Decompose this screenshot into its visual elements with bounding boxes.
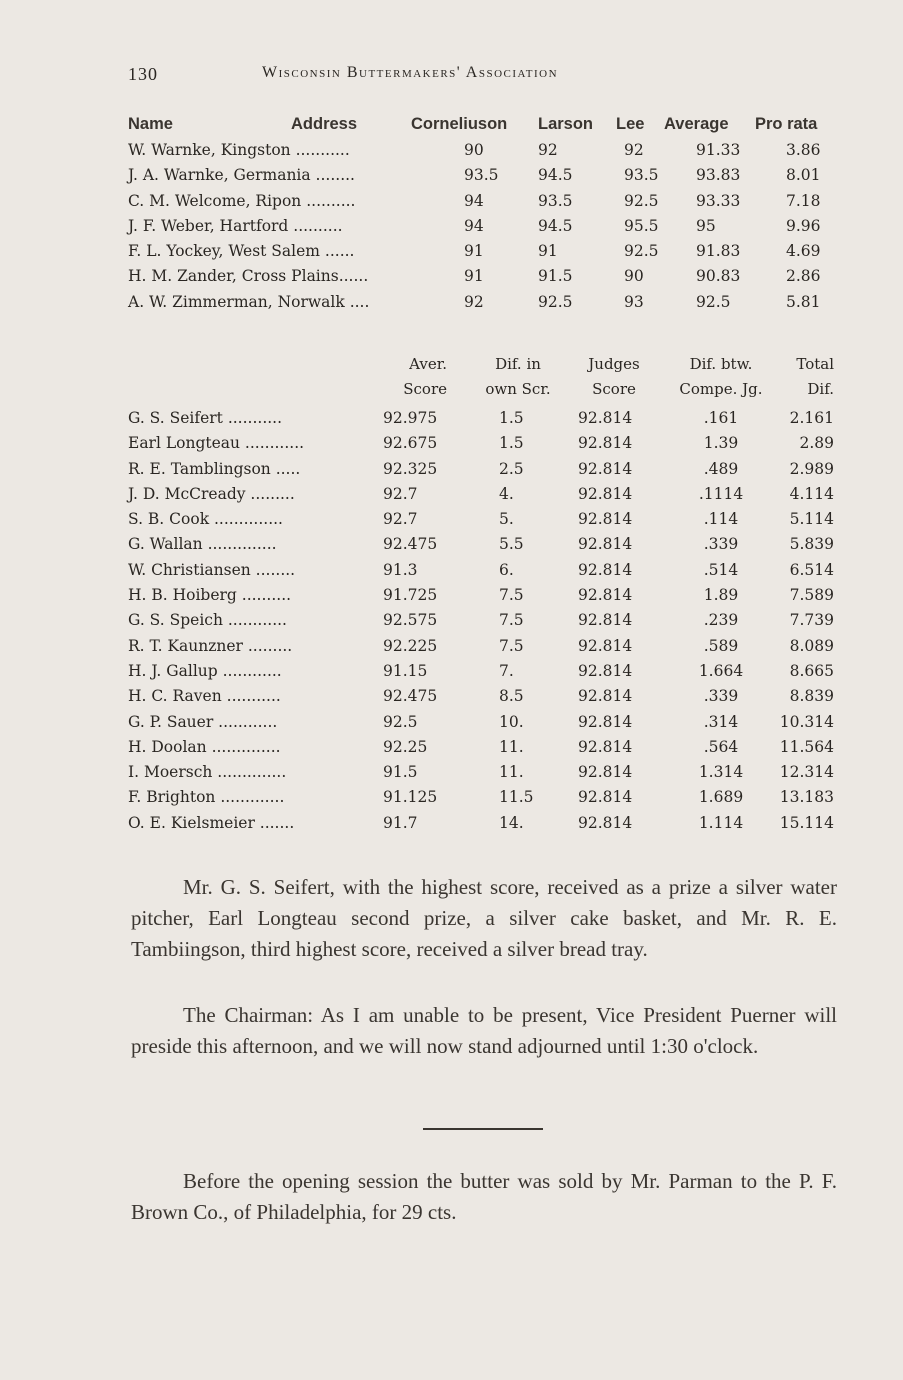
cell-larson: 91 bbox=[538, 242, 558, 261]
cell-dif: 7.5 bbox=[499, 636, 524, 655]
table-row bbox=[128, 611, 848, 636]
cell-judges: 92.814 bbox=[578, 788, 633, 807]
cell-aver: 91.7 bbox=[383, 813, 418, 832]
cell-name: G. Wallan .............. bbox=[128, 535, 277, 554]
cell-average: 92.5 bbox=[696, 292, 731, 311]
cell-difbtw: .1114 bbox=[698, 484, 744, 503]
cell-difbtw: .161 bbox=[703, 409, 739, 427]
cell-aver: 91.125 bbox=[383, 788, 438, 807]
cell-dif: 2.5 bbox=[499, 459, 524, 478]
cell-name: R. E. Tamblingson ..... bbox=[128, 459, 301, 478]
cell-name: F. Brighton ............. bbox=[128, 788, 285, 807]
cell-name: G. S. Seifert ........... bbox=[128, 409, 283, 427]
cell-dif: 14. bbox=[499, 813, 524, 832]
cell-difbtw: .589 bbox=[703, 636, 739, 655]
cell-total: 8.839 bbox=[789, 687, 834, 706]
table-row bbox=[128, 510, 848, 535]
col-average: Average bbox=[664, 115, 729, 133]
cell-aver: 92.975 bbox=[383, 409, 438, 427]
cell-prorata: 8.01 bbox=[786, 166, 821, 185]
table-row bbox=[128, 409, 848, 434]
cell-total: 7.589 bbox=[789, 586, 834, 605]
table-row bbox=[128, 814, 848, 839]
table-row bbox=[128, 242, 848, 267]
cell-larson: 94.5 bbox=[538, 166, 573, 185]
paragraph-butter-sale: Before the opening session the butter was sold by Mr. Parman to the P. F. Brown Co., of Philadelphia, for 29 cts. bbox=[131, 1169, 837, 1224]
cell-difbtw: 1.89 bbox=[703, 586, 739, 605]
cell-prorata: 7.18 bbox=[786, 191, 821, 210]
cell-judges: 92.814 bbox=[578, 510, 633, 529]
cell-aver: 92.25 bbox=[383, 737, 428, 756]
cell-dif: 11.5 bbox=[499, 788, 534, 807]
col-dif-2: own Scr. bbox=[485, 380, 551, 398]
col-total: Total bbox=[796, 355, 834, 373]
cell-total: 2.161 bbox=[789, 409, 834, 427]
cell-name: H. B. Hoiberg .......... bbox=[128, 586, 292, 605]
cell-judges: 92.814 bbox=[578, 434, 633, 453]
cell-name: J. A. Warnke, Germania ........ bbox=[128, 166, 355, 185]
cell-name: H. Doolan .............. bbox=[128, 737, 281, 756]
col-lee: Lee bbox=[616, 115, 645, 133]
table-row bbox=[128, 217, 848, 242]
col-judges: Judges bbox=[588, 355, 640, 373]
cell-corneliuson: 94 bbox=[464, 216, 484, 235]
table-header-line2 bbox=[128, 380, 848, 405]
cell-judges: 92.814 bbox=[578, 712, 633, 731]
col-dif: Dif. in bbox=[495, 355, 541, 373]
table-header bbox=[128, 115, 848, 141]
cell-total: 13.183 bbox=[779, 788, 834, 807]
cell-larson: 93.5 bbox=[538, 191, 573, 210]
cell-lee: 92 bbox=[624, 141, 644, 159]
cell-corneliuson: 90 bbox=[464, 141, 484, 159]
cell-difbtw: .339 bbox=[703, 687, 739, 706]
cell-name: G. S. Speich ............ bbox=[128, 611, 287, 630]
cell-corneliuson: 91 bbox=[464, 267, 484, 286]
table-row bbox=[128, 561, 848, 586]
cell-name: G. P. Sauer ............ bbox=[128, 712, 278, 731]
cell-dif: 5.5 bbox=[499, 535, 524, 554]
table-row bbox=[128, 637, 848, 662]
cell-total: 2.989 bbox=[789, 459, 834, 478]
col-difbtw-2: Compe. Jg. bbox=[679, 380, 763, 398]
col-total-2: Dif. bbox=[807, 380, 834, 398]
cell-judges: 92.814 bbox=[578, 661, 633, 680]
cell-aver: 92.7 bbox=[383, 484, 418, 503]
col-difbtw: Dif. btw. bbox=[689, 355, 753, 373]
table-row bbox=[128, 192, 848, 217]
cell-prorata: 5.81 bbox=[786, 292, 821, 311]
cell-total: 4.114 bbox=[789, 484, 834, 503]
cell-dif: 11. bbox=[499, 737, 524, 756]
cell-judges: 92.814 bbox=[578, 813, 633, 832]
paragraph-chairman: The Chairman: As I am unable to be present, Vice President Puerner will preside this afternoon, and we will now stand adjourned until 1:30 o'clock. bbox=[131, 1003, 837, 1058]
cell-aver: 91.15 bbox=[383, 661, 428, 680]
cell-difbtw: .239 bbox=[703, 611, 739, 630]
cell-name: F. L. Yockey, West Salem ...... bbox=[128, 242, 355, 261]
table-row bbox=[128, 460, 848, 485]
cell-lee: 90 bbox=[624, 267, 644, 286]
cell-corneliuson: 92 bbox=[464, 292, 484, 311]
cell-lee: 95.5 bbox=[624, 216, 659, 235]
cell-difbtw: .314 bbox=[703, 712, 739, 731]
cell-average: 93.33 bbox=[696, 191, 741, 210]
cell-name: J. D. McCready ......... bbox=[128, 484, 295, 503]
cell-difbtw: .514 bbox=[703, 560, 739, 579]
col-larson: Larson bbox=[538, 115, 594, 133]
col-aver-2: Score bbox=[403, 380, 447, 398]
table-row bbox=[128, 535, 848, 560]
cell-larson: 91.5 bbox=[538, 267, 573, 286]
cell-difbtw: 1.314 bbox=[698, 763, 744, 782]
col-judges-2: Score bbox=[592, 380, 636, 398]
cell-dif: 7.5 bbox=[499, 611, 524, 630]
cell-corneliuson: 93.5 bbox=[464, 166, 499, 185]
cell-average: 91.83 bbox=[696, 242, 741, 261]
cell-total: 8.665 bbox=[789, 661, 834, 680]
cell-name: H. C. Raven ........... bbox=[128, 687, 281, 706]
cell-judges: 92.814 bbox=[578, 409, 633, 427]
cell-difbtw: .564 bbox=[703, 737, 739, 756]
table-row bbox=[128, 738, 848, 763]
col-name: Name bbox=[128, 115, 173, 133]
cell-aver: 92.325 bbox=[383, 459, 438, 478]
cell-dif: 8.5 bbox=[499, 687, 524, 706]
cell-name: O. E. Kielsmeier ....... bbox=[128, 813, 295, 832]
table-row bbox=[128, 687, 848, 712]
cell-dif: 7.5 bbox=[499, 586, 524, 605]
cell-judges: 92.814 bbox=[578, 611, 633, 630]
cell-judges: 92.814 bbox=[578, 586, 633, 605]
cell-name: H. J. Gallup ............ bbox=[128, 661, 282, 680]
cell-name: W. Warnke, Kingston ........... bbox=[128, 141, 350, 159]
scores-table-1 bbox=[128, 115, 848, 318]
cell-larson: 92.5 bbox=[538, 292, 573, 311]
cell-corneliuson: 91 bbox=[464, 242, 484, 261]
cell-aver: 92.475 bbox=[383, 687, 438, 706]
cell-larson: 92 bbox=[538, 141, 558, 159]
cell-name: I. Moersch .............. bbox=[128, 763, 287, 782]
table-row bbox=[128, 713, 848, 738]
cell-average: 91.33 bbox=[696, 141, 741, 159]
cell-prorata: 4.69 bbox=[786, 242, 821, 261]
cell-total: 12.314 bbox=[779, 763, 834, 782]
scores-table-2 bbox=[128, 355, 848, 839]
cell-judges: 92.814 bbox=[578, 484, 633, 503]
cell-name: C. M. Welcome, Ripon .......... bbox=[128, 191, 356, 210]
cell-judges: 92.814 bbox=[578, 560, 633, 579]
cell-prorata: 2.86 bbox=[786, 267, 821, 286]
cell-aver: 91.5 bbox=[383, 763, 418, 782]
cell-difbtw: 1.664 bbox=[698, 661, 744, 680]
cell-average: 90.83 bbox=[696, 267, 741, 286]
cell-difbtw: 1.689 bbox=[698, 788, 744, 807]
cell-total: 8.089 bbox=[789, 636, 834, 655]
cell-judges: 92.814 bbox=[578, 763, 633, 782]
running-title: Wisconsin Buttermakers' Association bbox=[262, 64, 559, 81]
cell-lee: 93.5 bbox=[624, 166, 659, 185]
table-row bbox=[128, 485, 848, 510]
cell-prorata: 3.86 bbox=[786, 141, 821, 159]
cell-aver: 91.725 bbox=[383, 586, 438, 605]
page-number: 130 bbox=[128, 64, 158, 84]
cell-total: 11.564 bbox=[779, 737, 834, 756]
cell-total: 6.514 bbox=[789, 560, 834, 579]
col-corneliuson: Corneliuson bbox=[411, 115, 508, 133]
cell-aver: 92.675 bbox=[383, 434, 438, 453]
col-prorata: Pro rata bbox=[755, 115, 818, 133]
cell-name: R. T. Kaunzner ......... bbox=[128, 636, 293, 655]
cell-total: 5.839 bbox=[789, 535, 834, 554]
cell-name: A. W. Zimmerman, Norwalk .... bbox=[128, 292, 370, 311]
cell-lee: 92.5 bbox=[624, 191, 659, 210]
cell-aver: 92.475 bbox=[383, 535, 438, 554]
cell-aver: 92.575 bbox=[383, 611, 438, 630]
cell-total: 2.89 bbox=[799, 434, 834, 453]
cell-name: Earl Longteau ............ bbox=[128, 434, 305, 453]
cell-name: W. Christiansen ........ bbox=[128, 560, 296, 579]
cell-corneliuson: 94 bbox=[464, 191, 484, 210]
table-row bbox=[128, 586, 848, 611]
cell-total: 5.114 bbox=[789, 510, 834, 529]
table-row bbox=[128, 434, 848, 459]
cell-judges: 92.814 bbox=[578, 636, 633, 655]
cell-lee: 92.5 bbox=[624, 242, 659, 261]
cell-dif: 4. bbox=[499, 484, 514, 503]
cell-difbtw: 1.114 bbox=[698, 813, 744, 832]
cell-dif: 1.5 bbox=[499, 409, 524, 427]
cell-difbtw: 1.39 bbox=[703, 434, 739, 453]
table-row bbox=[128, 662, 848, 687]
cell-difbtw: .489 bbox=[703, 459, 739, 478]
col-aver: Aver. bbox=[409, 355, 447, 373]
cell-dif: 7. bbox=[499, 661, 514, 680]
cell-name: H. M. Zander, Cross Plains...... bbox=[128, 267, 369, 286]
cell-dif: 6. bbox=[499, 560, 514, 579]
table-header-line1 bbox=[128, 355, 848, 380]
page-header bbox=[128, 64, 828, 88]
cell-total: 15.114 bbox=[779, 813, 834, 832]
cell-average: 95 bbox=[696, 216, 716, 235]
table-row bbox=[128, 293, 848, 318]
table-row bbox=[128, 166, 848, 191]
col-address: Address bbox=[291, 115, 358, 133]
cell-aver: 92.225 bbox=[383, 636, 438, 655]
cell-average: 93.83 bbox=[696, 166, 741, 185]
table-row bbox=[128, 763, 848, 788]
cell-dif: 1.5 bbox=[499, 434, 524, 453]
cell-judges: 92.814 bbox=[578, 687, 633, 706]
cell-prorata: 9.96 bbox=[786, 216, 821, 235]
cell-lee: 93 bbox=[624, 292, 644, 311]
cell-larson: 94.5 bbox=[538, 216, 573, 235]
cell-judges: 92.814 bbox=[578, 737, 633, 756]
cell-judges: 92.814 bbox=[578, 459, 633, 478]
cell-total: 7.739 bbox=[789, 611, 834, 630]
cell-difbtw: .339 bbox=[703, 535, 739, 554]
section-divider bbox=[423, 1128, 543, 1130]
cell-aver: 92.7 bbox=[383, 510, 418, 529]
cell-judges: 92.814 bbox=[578, 535, 633, 554]
cell-name: J. F. Weber, Hartford .......... bbox=[128, 216, 343, 235]
cell-dif: 5. bbox=[499, 510, 514, 529]
table-row bbox=[128, 141, 848, 166]
table-row bbox=[128, 267, 848, 292]
table-row bbox=[128, 788, 848, 813]
cell-total: 10.314 bbox=[779, 712, 834, 731]
cell-dif: 10. bbox=[499, 712, 524, 731]
cell-name: S. B. Cook .............. bbox=[128, 510, 283, 529]
paragraph-prizes: Mr. G. S. Seifert, with the highest score, received as a prize a silver water pitcher, Earl Longteau second prize, a silver cake basket, and Mr. R. E. Tambiingson, third highest score, received a silver bread tray. bbox=[131, 875, 837, 961]
cell-aver: 92.5 bbox=[383, 712, 418, 731]
cell-dif: 11. bbox=[499, 763, 524, 782]
cell-aver: 91.3 bbox=[383, 560, 418, 579]
cell-difbtw: .114 bbox=[703, 510, 739, 529]
